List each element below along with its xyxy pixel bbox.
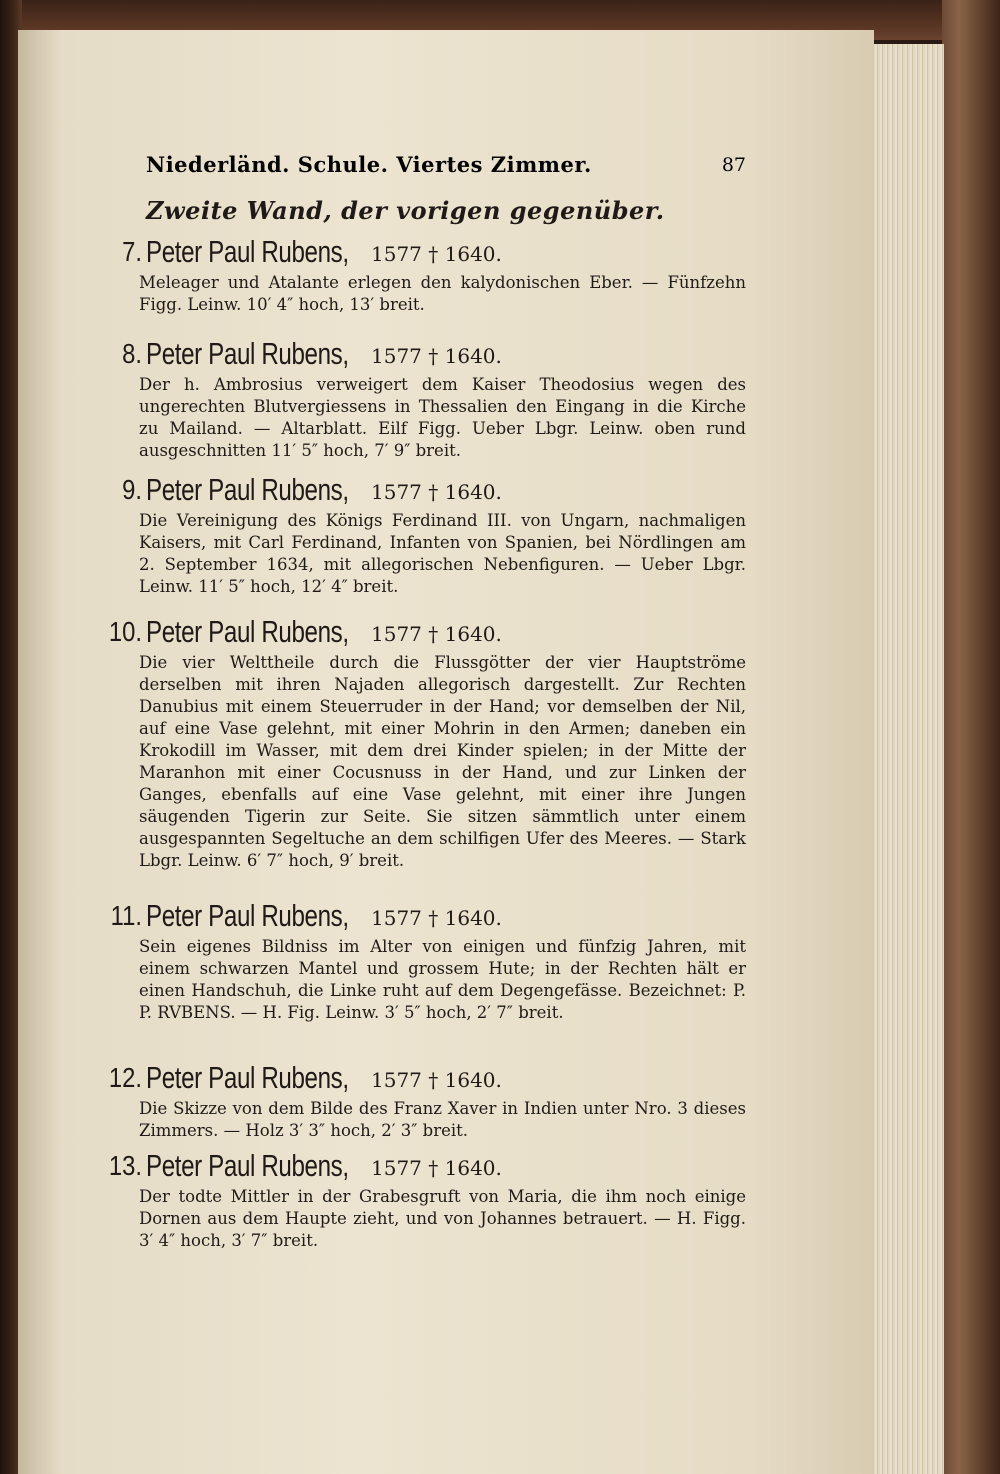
entry-description: Die vier Welttheile durch die Flussgötter der vier Hauptströme derselben mit ihren Najaden allegorisch dargestellt. Zur Rechten Danubius mit einem Steuerruder in der Hand; vor demselben der Nil, auf eine Vase gelehnt, mit einer Mohrin in den Armen; daneben ein Krokodill im Wasser, mit dem drei Kinder spielen; in der Mitte der Maranhon mit einer Cocusnuss in der Hand, und zur Linken der Ganges, ebenfalls auf eine Vase gelehnt, mit einer ihre Jungen säugenden Tigerin zur Seite. Sie sitzen sämmtlich unter einem ausgespannten Segeltuche an dem schilfigen Ufer des Meeres. — Stark Lbgr. Leinw. 6′ 7″ hoch, 9′ breit. [139,653,746,870]
catalog-entry-8 [96,334,746,462]
entry-description: Sein eigenes Bildniss im Alter von einigen und fünfzig Jahren, mit einem schwarzen Mantel und grossem Hute; in der Rechten hält er einen Handschuh, die Linke ruht auf dem Degengefässe. Bezeichnet: P. P. RVBENS. — H. Fig. Leinw. 3′ 5″ hoch, 2′ 7″ breit. [139,937,746,1022]
entry-number: 8. [122,338,142,369]
entry-artist: Peter Paul Rubens, [146,1148,349,1183]
catalog-entry-13 [96,1146,746,1252]
section-title: Zweite Wand, der vorigen gegenüber. [146,196,665,225]
catalog-entry-12 [96,1058,746,1142]
page-number: 87 [721,154,746,176]
book-cover-edge [942,0,1000,1474]
entry-description: Meleager und Atalante erlegen den kalydonischen Eber. — Fünfzehn Figg. Leinw. 10′ 4″ hoch, 13′ breit. [139,273,746,314]
entry-description: Die Skizze von dem Bilde des Franz Xaver in Indien unter Nro. 3 dieses Zimmers. — Holz 3′ 3″ hoch, 2′ 3″ breit. [139,1099,746,1140]
entry-dates: 1577 † 1640. [371,1156,502,1180]
entry-number: 7. [122,236,142,267]
entry-dates: 1577 † 1640. [371,1068,502,1092]
running-header [146,152,746,182]
catalog-entry-7 [96,232,746,316]
entry-number: 13. [108,1150,142,1181]
entry-dates: 1577 † 1640. [371,344,502,368]
entry-number: 11. [110,900,142,931]
entry-dates: 1577 † 1640. [371,622,502,646]
entry-number: 9. [122,474,142,505]
entry-dates: 1577 † 1640. [371,480,502,504]
entry-dates: 1577 † 1640. [371,242,502,266]
entry-artist: Peter Paul Rubens, [146,472,349,507]
catalog-entry-9 [96,470,746,598]
entry-description: Der h. Ambrosius verweigert dem Kaiser Theodosius wegen des ungerechten Blutvergiessens in Thessalien den Eingang in die Kirche zu Mailand. — Altarblatt. Eilf Figg. Ueber Lbgr. Leinw. oben rund ausgeschnitten 11′ 5″ hoch, 7′ 9″ breit. [139,375,746,460]
entry-artist: Peter Paul Rubens, [146,614,349,649]
entry-artist: Peter Paul Rubens, [146,336,349,371]
catalog-entry-10 [96,612,746,872]
entry-description: Der todte Mittler in der Grabesgruft von Maria, die ihm noch einige Dornen aus dem Haupte zieht, und von Johannes betrauert. — H. Figg. 3′ 4″ hoch, 3′ 7″ breit. [139,1187,746,1250]
catalog-entry-11 [96,896,746,1024]
entry-number: 12. [108,1062,142,1093]
entry-dates: 1577 † 1640. [371,906,502,930]
running-title: Niederländ. Schule. Viertes Zimmer. [146,152,592,177]
entry-artist: Peter Paul Rubens, [146,1060,349,1095]
entry-number: 10. [108,616,142,647]
entry-artist: Peter Paul Rubens, [146,234,349,269]
entry-description: Die Vereinigung des Königs Ferdinand III. von Ungarn, nachmaligen Kaisers, mit Carl Ferdinand, Infanten von Spanien, bei Nördlingen am 2. September 1634, mit allegorischen Nebenfiguren. — Ueber Lbgr. Leinw. 11′ 5″ hoch, 12′ 4″ breit. [139,511,746,596]
entry-artist: Peter Paul Rubens, [146,898,349,933]
